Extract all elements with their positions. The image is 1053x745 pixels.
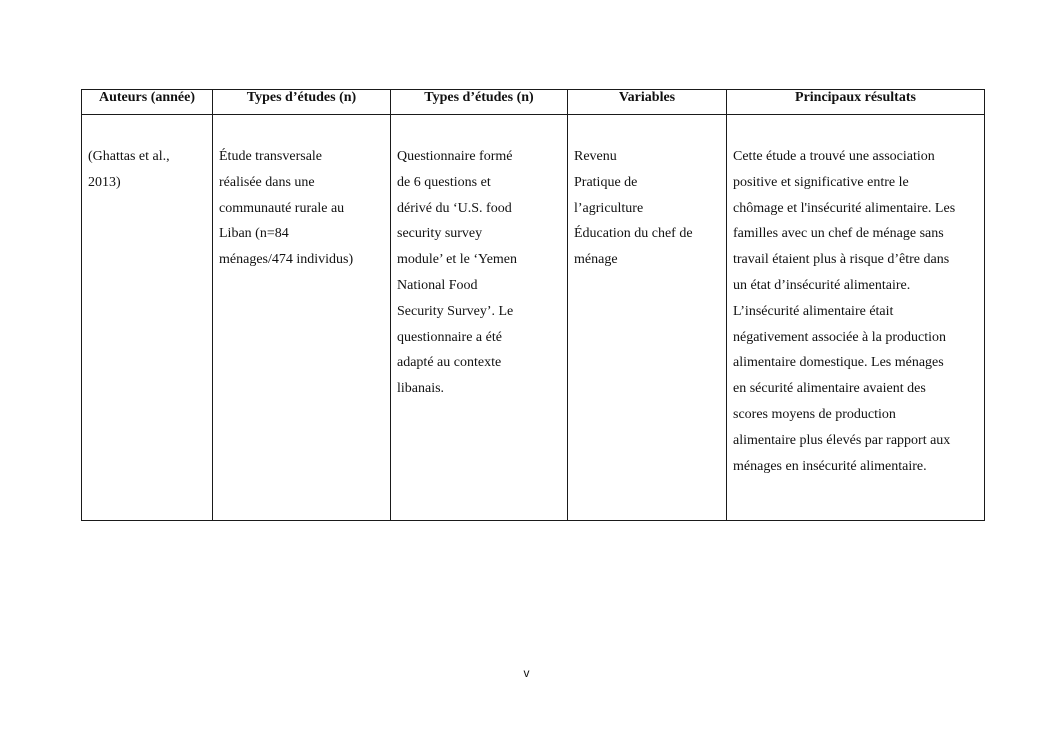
cell-main-results	[727, 115, 985, 521]
page-number: v	[523, 666, 530, 680]
header-main-results: Principaux résultats	[727, 90, 985, 115]
header-variables: Variables	[568, 90, 727, 115]
cell-study-type	[213, 115, 391, 521]
literature-review-table	[81, 89, 985, 521]
header-study-type: Types d’études (n)	[213, 90, 391, 115]
variables-text: Revenu Pratique de l’agriculture Éducation du chef de ménage	[574, 149, 693, 268]
table-row	[82, 115, 985, 521]
table-header-row	[82, 90, 985, 115]
study-type-text: Étude transversale réalisée dans une communauté rurale au Liban (n=84 ménages/474 individus)	[219, 149, 354, 268]
cell-instrument	[391, 115, 568, 521]
header-study-type-2: Types d’études (n)	[391, 90, 568, 115]
results-text: Cette étude a trouvé une association positive et significative entre le chômage et l'insécurité alimentaire. Les familles avec un chef de ménage sans travail étaient plus à risque d’être dans un état d’insécurité alimentaire. L’insécurité alimentaire était négativement associée à la production alimentaire domestique. Les ménages en sécurité alimentaire avaient des scores moyens de production alimentaire plus élevés par rapport aux ménages en insécurité alimentaire.	[733, 149, 956, 474]
header-authors: Auteurs (année)	[82, 90, 213, 115]
authors-text: (Ghattas et al., 2013)	[88, 149, 170, 190]
cell-authors	[82, 115, 213, 521]
instrument-text: Questionnaire formé de 6 questions et dérivé du ‘U.S. food security survey module’ et le ‘Yemen National Food Security Survey’. Le questionnaire a été adapté au contexte libanais.	[397, 149, 518, 397]
cell-variables	[568, 115, 727, 521]
